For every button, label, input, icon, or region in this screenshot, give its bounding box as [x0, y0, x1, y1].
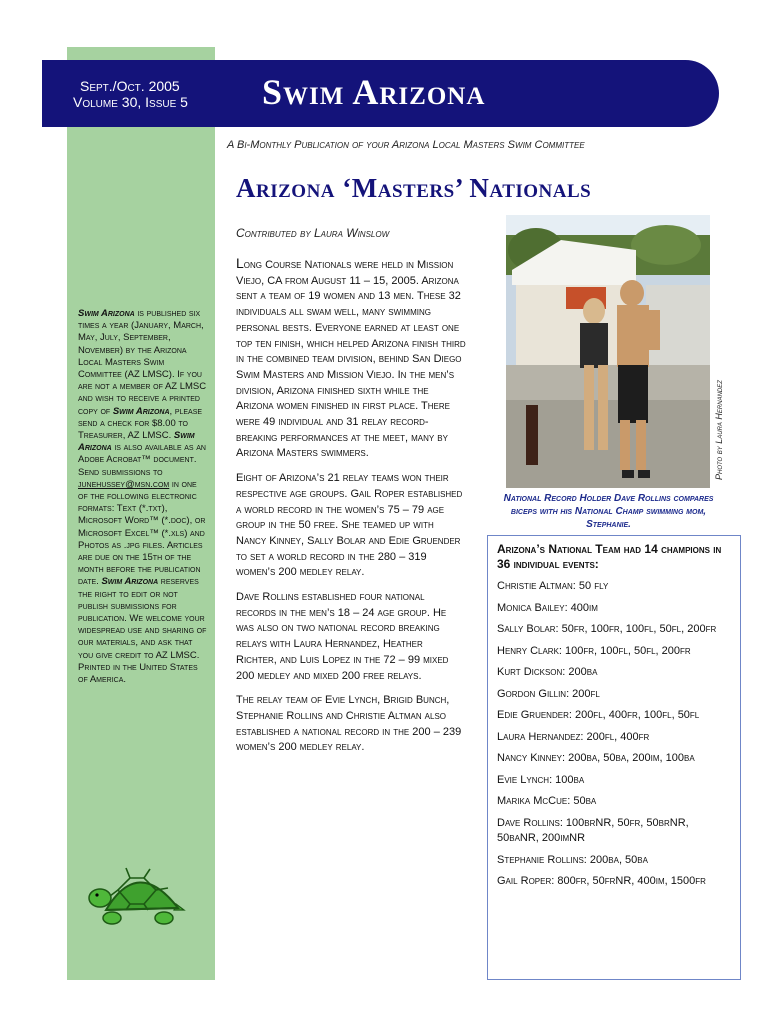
turtle-icon [86, 860, 186, 938]
issue-date: Sept./Oct. 2005 [80, 78, 180, 94]
publication-name: Swim Arizona [78, 430, 195, 454]
national-team-box [487, 535, 741, 980]
article-byline: Contributed by Laura Winslow [236, 226, 390, 240]
newsletter-title: Swim Arizona [262, 72, 486, 112]
publication-name: Swim Arizona [101, 576, 159, 588]
publication-name: Swim Arizona [78, 308, 135, 319]
record-item: Edie Gruender: 200fl, 400fr, 100fl, 50fl [497, 709, 700, 721]
publication-info: Swim Arizona is published six times a year (January, March, May, July, September, November) by the Arizona Local Masters Swim Committee (AZ LMSC). If you are not a member of AZ LMSC and wish to receive a printed copy of Swim Arizona, please send a check for $8.00 to Treasurer, AZ LMSC. Swim Arizona is also available as an Adobe Acrobat™ document. Send submissions to junehussey@msn.com in one of the following electronic formats: Text (*.txt), Microsoft Word™ (*.doc), or Microsoft Excel™ (*.xls) and Photos as .jpg files. Articles are due on the 15th of the month before the publication date. Swim Arizona reserves the right to edit or not publish submissions for publication. We welcome your widespread use and sharing of our materials, and ask that you give credit to AZ LMSC. Printed in the United States of America. [78, 308, 207, 686]
issue-volume: Volume 30, Issue 5 [73, 94, 188, 110]
record-item: Dave Rollins: 100brNR, 50fr, 50brNR, 50baNR, 200imNR [497, 816, 689, 844]
record-item: Kurt Dickson: 200ba [497, 666, 598, 678]
record-item: Sally Bolar: 50fr, 100fr, 100fl, 50fl, 200fr [497, 623, 717, 635]
photo-credit: Photo by Laura Hernandez [714, 380, 724, 480]
record-item: Evie Lynch: 100ba [497, 773, 585, 786]
submission-email[interactable]: junehussey@msn.com [78, 478, 170, 490]
article-paragraph: Eight of Arizona’s 21 relay teams won their respective age groups. Gail Roper established a world record in the women’s 75 – 79 age group in the 50 free. She teamed up with Nancy Kinney, Sally Bolar and Edie Gruender to set a world record in the 280 – 319 women’s 200 medley relay. [236, 472, 463, 579]
record-item: Nancy Kinney: 200ba, 50ba, 200im, 100ba [497, 752, 695, 764]
record-item: Marika McCue: 50ba [497, 795, 597, 807]
article-body [236, 256, 466, 765]
article-paragraph: Long Course Nationals were held in Mission Viejo, CA from August 11 – 15, 2005. Arizona sent a team of 19 women and 13 men. These 32 individuals all swam well, many swimming personal bests. Everyone earned at least one top ten finish, which helped Arizona finish third in the combined team division, behind San Diego Swim Masters and Mission Viejo. In the men’s division, Arizona finished sixth while the Arizona women finished in first place. There were 49 individual and 31 relay record-breaking performances at the meet, many by Arizona Masters swimmers. [236, 255, 466, 460]
record-item: Christie Altman: 50 fly [497, 580, 609, 592]
photo-swimmers [506, 215, 710, 488]
article-paragraph: Dave Rollins established four national records in the men’s 18 – 24 age group. He was also on two national record breaking relays with Laura Hernandez, Heather Richter, and Luis Lopez in the 72 – 99 mixed 200 medley and mixed 200 free relays. [236, 591, 449, 682]
record-item: Gordon Gillin: 200fl [497, 687, 600, 700]
drop-cap: L [236, 255, 244, 271]
photo-caption: National Record Holder Dave Rollins compares biceps with his National Champ swimming mom, Stephanie. [503, 493, 714, 530]
record-item: Monica Bailey: 400im [497, 601, 598, 614]
publication-name: Swim Arizona [112, 405, 170, 417]
record-item: Stephanie Rollins: 200ba, 50ba [497, 853, 648, 866]
tagline: A Bi-Monthly Publication of your Arizona Local Masters Swim Committee [227, 139, 585, 151]
record-item: Laura Hernandez: 200fl, 400fr [497, 730, 650, 743]
article-paragraph: The relay team of Evie Lynch, Brigid Bunch, Stephanie Rollins and Christie Altman also established a national record in the 200 – 239 women’s 200 medley relay. [236, 694, 462, 754]
article-title: Arizona ‘Masters’ Nationals [236, 173, 592, 203]
record-item: Henry Clark: 100fr, 100fl, 50fl, 200fr [497, 644, 691, 657]
national-team-heading: Arizona’s National Team had 14 champions in 36 individual events: [497, 542, 722, 571]
record-item: Gail Roper: 800fr, 50frNR, 400im, 1500fr [497, 875, 706, 887]
